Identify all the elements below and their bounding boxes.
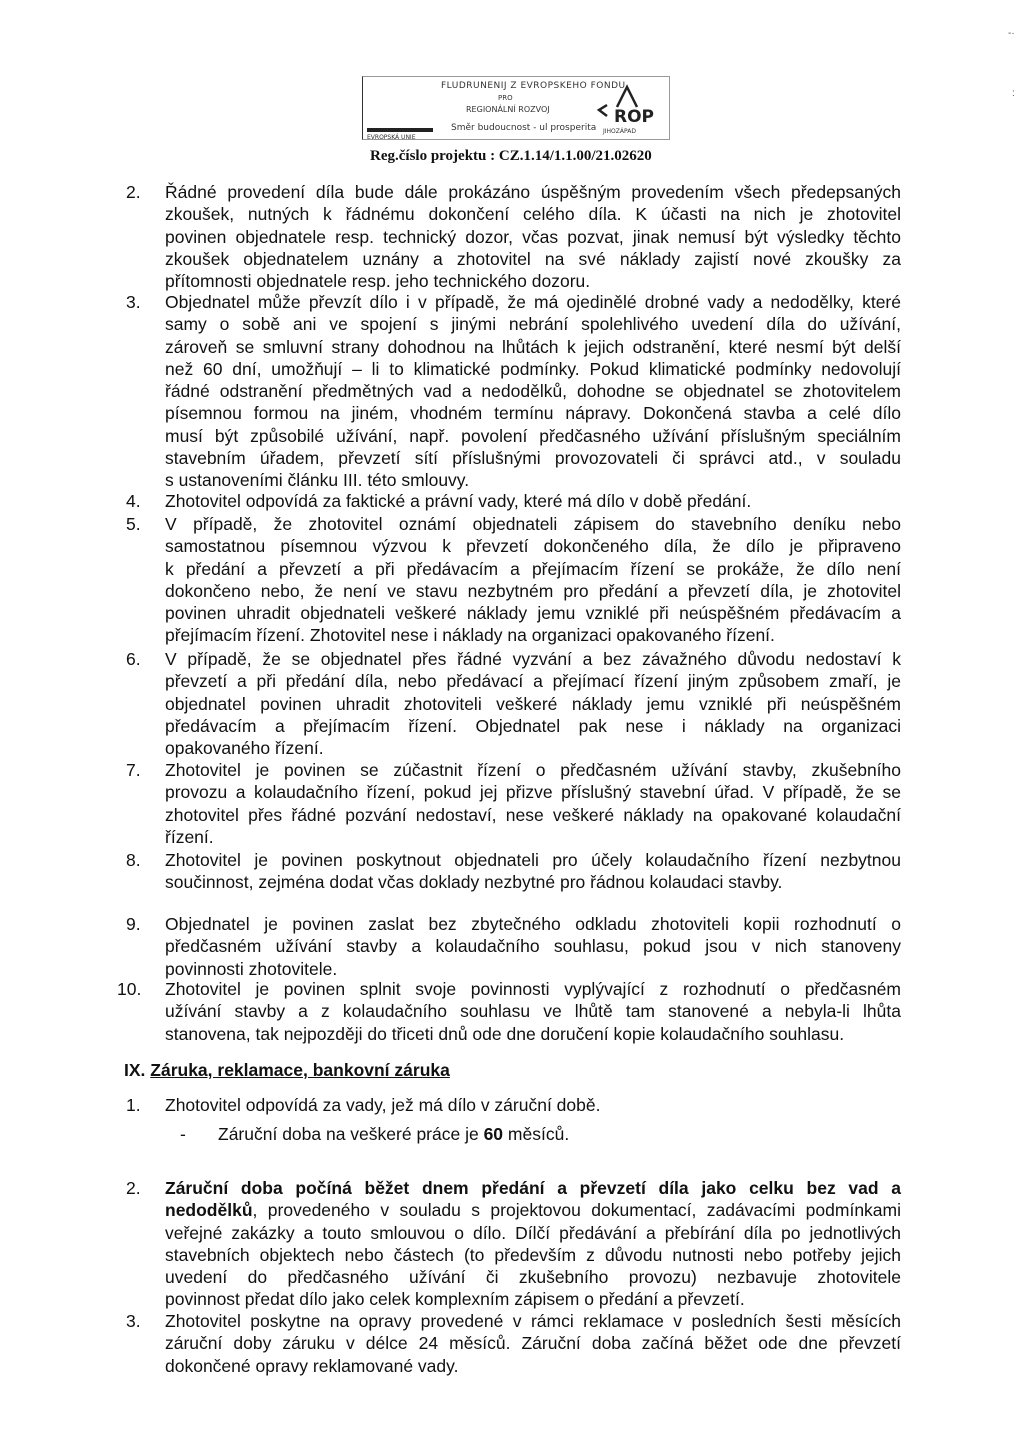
text-line: předávacím a přejímacím řízení. Objednatel pak nese i náklady na organizaci <box>165 715 901 736</box>
text-line: samy o sobě ani ve spojení s jinými nebrání spolehlivého uvedení díla do užívání, <box>165 314 901 335</box>
bold-text: nedodělků <box>165 1200 253 1221</box>
item-number: 2. <box>126 1178 141 1198</box>
item-number: 8. <box>126 850 141 870</box>
list-item-text <box>165 648 901 759</box>
section-title: Záruka, reklamace, bankovní záruka <box>150 1060 450 1080</box>
text-line: dokončeno nebo, že není ve stavu nezbytném pro předání a převzetí díla, je zhotovitel <box>165 580 901 601</box>
warranty-period-item <box>180 1124 570 1145</box>
text-line: předčasném užívání stavby a kolaudačního souhlasu, pokud jsou v nich stanoveny <box>165 936 901 957</box>
scan-mark: : <box>1012 88 1015 99</box>
text-line: V případě, že zhotovitel oznámí objednateli zápisem do stavebního deníku nebo <box>165 514 901 534</box>
text-line: Objednatel je povinen zaslat bez zbytečného odkladu zhotoviteli kopii rozhodnutí o <box>165 914 901 934</box>
section-heading <box>124 1060 450 1081</box>
list-item-text <box>165 978 901 1045</box>
text-line <box>165 1199 901 1221</box>
funding-logo-block <box>362 76 670 140</box>
warranty-text: Záruční doba na veškeré práce je <box>218 1124 484 1144</box>
text-line: samostatnou písemnou výzvou k převzetí dokončeného díla, že dílo je připraveno <box>165 536 901 557</box>
text-line: zkoušek objednatelem uznány a zhotovitel na své náklady zajistí nové zkoušky za <box>165 248 901 269</box>
text-line: řízení. <box>165 826 214 847</box>
list-item-text <box>165 759 901 848</box>
item-number: 2. <box>126 182 141 202</box>
list-item-text <box>165 1094 901 1116</box>
warranty-period-text <box>218 1124 569 1145</box>
list-item-text <box>165 849 901 894</box>
text-line: písemnou formou na jiném, vhodném termínu nápravy. Dokončená stavba a celé dílo <box>165 403 901 424</box>
item-number: 1. <box>126 1095 141 1115</box>
list-item-text <box>165 291 901 492</box>
text-line: dokončené opravy reklamované vady. <box>165 1355 459 1376</box>
text-line: přejímacím řízení. Zhotovitel nese i náklady na organizaci opakovaného řízení. <box>165 625 775 646</box>
text-line: zhotovitel přes řádné pozvání nedostaví, nese veškeré náklady na opakované kolaudační <box>165 804 901 825</box>
text-line: Zhotovitel poskytne na opravy provedené v rámci reklamace v posledních šesti měsících <box>165 1311 901 1331</box>
text-line: objednatel povinen uhradit zhotoviteli veškeré náklady jemu vzniklé při neúspěšném <box>165 693 901 714</box>
text-line: řádné odstranění předmětných vad a nedodělků, dohodne se objednatel se zhotovitelem <box>165 381 901 402</box>
text-line: Zhotovitel je povinen splnit svoje povinnosti vyplývající z rozhodnutí o předčasném <box>165 979 901 999</box>
header-fund-line: FLUDRUNENIJ Z EVROPSKEHO FONDU <box>441 81 626 91</box>
item-number: 9. <box>126 914 141 934</box>
list-item-text <box>165 1177 901 1311</box>
section-number: IX. <box>124 1060 151 1080</box>
text-line <box>165 1177 901 1199</box>
warranty-months: 60 <box>483 1124 504 1144</box>
text-line: stavebních objektech nebo částech (to především z důvodu nutnosti nebo potřeby jejich <box>165 1244 901 1265</box>
text-line: Zhotovitel odpovídá za faktické a právní vady, které má dílo v době předání. <box>165 491 752 511</box>
header-region-line: REGIONÁLNÍ ROZVOJ <box>466 105 550 114</box>
text-line: povinnosti zhotovitele. <box>165 958 338 979</box>
text-line: zároveň se smluvní strany dohodnou na lhůtách k jejich odstranění, které nesmí být delší <box>165 336 901 357</box>
text-line: provozu a kolaudačního řízení, pokud jej přizve příslušný stavební úřad. V případě, že se <box>165 782 901 803</box>
rop-label: ROP <box>614 107 655 127</box>
text-rest: , provedeného v souladu s projektovou dokumentací, zadávacími podmínkami <box>252 1200 901 1221</box>
text-line: V případě, že se objednatel přes řádné vyzvání a bez závažného důvodu nedostaví k <box>165 649 901 669</box>
bold-text: Záruční doba počíná běžet dnem předání a převzetí díla jako celku bez vad a <box>165 1178 901 1198</box>
header-pro-line: PRO <box>498 94 513 102</box>
text-line: záruční doby záruku v délce 24 měsíců. Záruční doba začíná běžet ode dne převzetí <box>165 1333 901 1354</box>
text-line: než 60 dní, umožňují – li to klimatické podmínky. Pokud klimatické podmínky nedovolují <box>165 358 901 379</box>
text-line: Zhotovitel odpovídá za vady, jež má dílo v záruční době. <box>165 1095 601 1115</box>
scan-mark: -· <box>1008 28 1015 39</box>
text-line: přítomnosti objednatele resp. jeho technického dozoru. <box>165 271 591 292</box>
dash-mark: - <box>180 1124 186 1144</box>
list-item-text <box>165 490 901 512</box>
text-line: součinnost, zejména dodat včas doklady nezbytné pro řádnou kolaudaci stavby. <box>165 872 783 893</box>
item-number: 10. <box>117 979 142 999</box>
item-number: 7. <box>126 760 141 780</box>
text-line: stanovena, tak nejpozději do třiceti dnů ode dne doručení kopie kolaudačního souhlasu. <box>165 1023 845 1044</box>
eu-label: EVROPSKÁ UNIE <box>367 134 416 141</box>
text-line: užívání stavby a z kolaudačního souhlasu ve lhůtě tam stanovené a nebyla-li lhůta <box>165 1001 901 1022</box>
text-line: převzetí a při předání díla, nebo předávací a přejímací řízení jiným způsobem zmaří, je <box>165 671 901 692</box>
text-line: povinen uhradit objednateli veškeré náklady jemu vzniklé při neúspěšném předávacím a <box>165 603 901 624</box>
text-line: povinnost předat dílo jako celek komplexním zápisem o předání a převzetí. <box>165 1289 745 1310</box>
list-item-text <box>165 1310 901 1377</box>
item-number: 3. <box>126 1311 141 1331</box>
item-number: 3. <box>126 292 141 312</box>
text-line: stavebním úřadem, převzetí sítí příslušnými provozovateli či správci atd., v souladu <box>165 448 901 469</box>
text-line: s ustanoveními článku III. této smlouvy. <box>165 470 470 491</box>
text-line: povinen objednatele resp. technický dozor, včas pozvat, jinak nemusí být výsledky těchto <box>165 226 901 247</box>
text-line: Zhotovitel je povinen se zúčastnit řízení o předčasném užívání stavby, zkušebního <box>165 760 901 780</box>
list-item-text <box>165 513 901 647</box>
item-number: 5. <box>126 514 141 534</box>
text-line: k předání a převzetí a při předávacím a přejímacím řízení se prokáže, že dílo není <box>165 558 901 579</box>
warranty-text-end: měsíců. <box>503 1124 570 1144</box>
item-number: 6. <box>126 649 141 669</box>
text-line: Zhotovitel je povinen poskytnout objednateli pro účely kolaudačního řízení nezbytnou <box>165 850 901 870</box>
registration-number: Reg.číslo projektu : CZ.1.14/1.1.00/21.02620 <box>370 148 652 164</box>
eu-flag-bar <box>367 128 433 132</box>
list-item-text <box>165 181 901 292</box>
list-item-text <box>165 913 901 980</box>
text-line: zkoušek, nutných k řádnému dokončení celého díla. K účasti na nich je zhotovitel <box>165 204 901 225</box>
item-number: 4. <box>126 491 141 511</box>
text-line: uvedení do předčasného užívání či zkušebního provozu) nezbavuje zhotovitele <box>165 1267 901 1288</box>
text-line: opakovaného řízení. <box>165 738 324 759</box>
text-line: musí být způsobilé užívání, např. povolení předčasného užívání příslušným speciálním <box>165 425 901 446</box>
text-line: Objednatel může převzít dílo i v případě, že má ojedinělé drobné vady a nedodělky, které <box>165 292 901 312</box>
header-motto-line: Směr budoucnost - ul prosperita <box>451 123 597 133</box>
text-line: Řádné provedení díla bude dále prokázáno úspěšným provedením všech předepsaných <box>165 182 901 202</box>
rop-sub-label: JIHOZÁPAD <box>603 128 636 135</box>
text-line: veřejné zakázky a touto smlouvou o dílo. Dílčí předávání a přebírání díla po jednotlivých <box>165 1222 901 1243</box>
